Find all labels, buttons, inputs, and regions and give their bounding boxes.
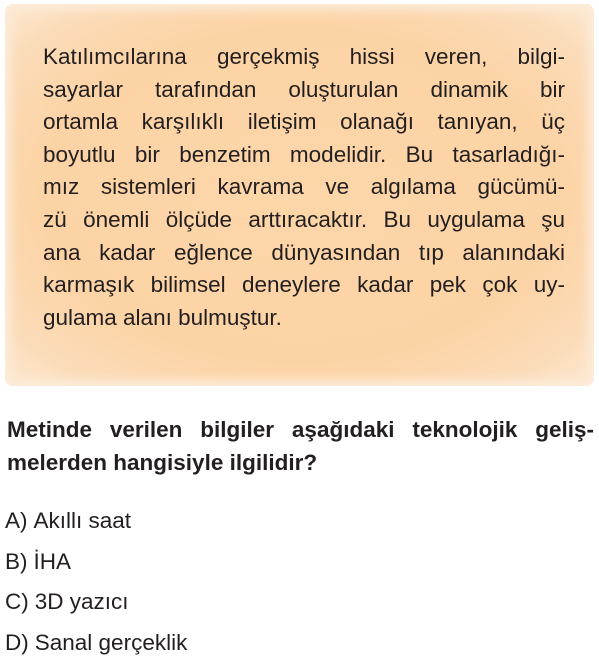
option-letter: B) [5, 548, 28, 574]
option-c[interactable] [5, 582, 187, 623]
passage-line: sayarlar tarafından oluşturulan dinamik bir [43, 76, 565, 102]
question-stem [7, 414, 594, 479]
option-letter: C) [5, 589, 29, 614]
option-text: İHA [33, 548, 72, 574]
option-text: Akıllı saat [33, 508, 132, 533]
passage-text [43, 41, 565, 334]
option-d[interactable] [5, 623, 187, 664]
question-line: melerden hangisiyle ilgilidir? [7, 449, 318, 475]
option-text: Sanal gerçeklik [34, 629, 188, 655]
passage-line: ortamla karşılıklı iletişim olanağı tanıyan, üç [43, 109, 565, 135]
option-b[interactable] [5, 542, 187, 583]
passage-line: boyutlu bir benzetim modelidir. Bu tasarladığı- [43, 141, 565, 167]
passage-line: karmaşık bilimsel deneylere kadar pek çok uy- [43, 272, 565, 298]
passage-line: zü önemli ölçüde arttıracaktır. Bu uygulama şu [43, 206, 565, 232]
passage-box [5, 4, 594, 386]
passage-line: gulama alanı bulmuştur. [43, 304, 282, 330]
passage-line: Katılımcılarına gerçekmiş hissi veren, bilgi- [43, 44, 565, 69]
option-text: 3D yazıcı [34, 589, 129, 614]
passage-line: mız sistemleri kavrama ve algılama gücümü- [43, 174, 565, 200]
option-letter: A) [5, 508, 28, 533]
passage-line: ana kadar eğlence dünyasından tıp alanındaki [43, 239, 565, 265]
question-line: Metinde verilen bilgiler aşağıdaki teknolojik geliş- [7, 417, 594, 442]
option-letter: D) [5, 629, 29, 655]
answer-options [5, 501, 187, 663]
option-a[interactable] [5, 501, 187, 542]
